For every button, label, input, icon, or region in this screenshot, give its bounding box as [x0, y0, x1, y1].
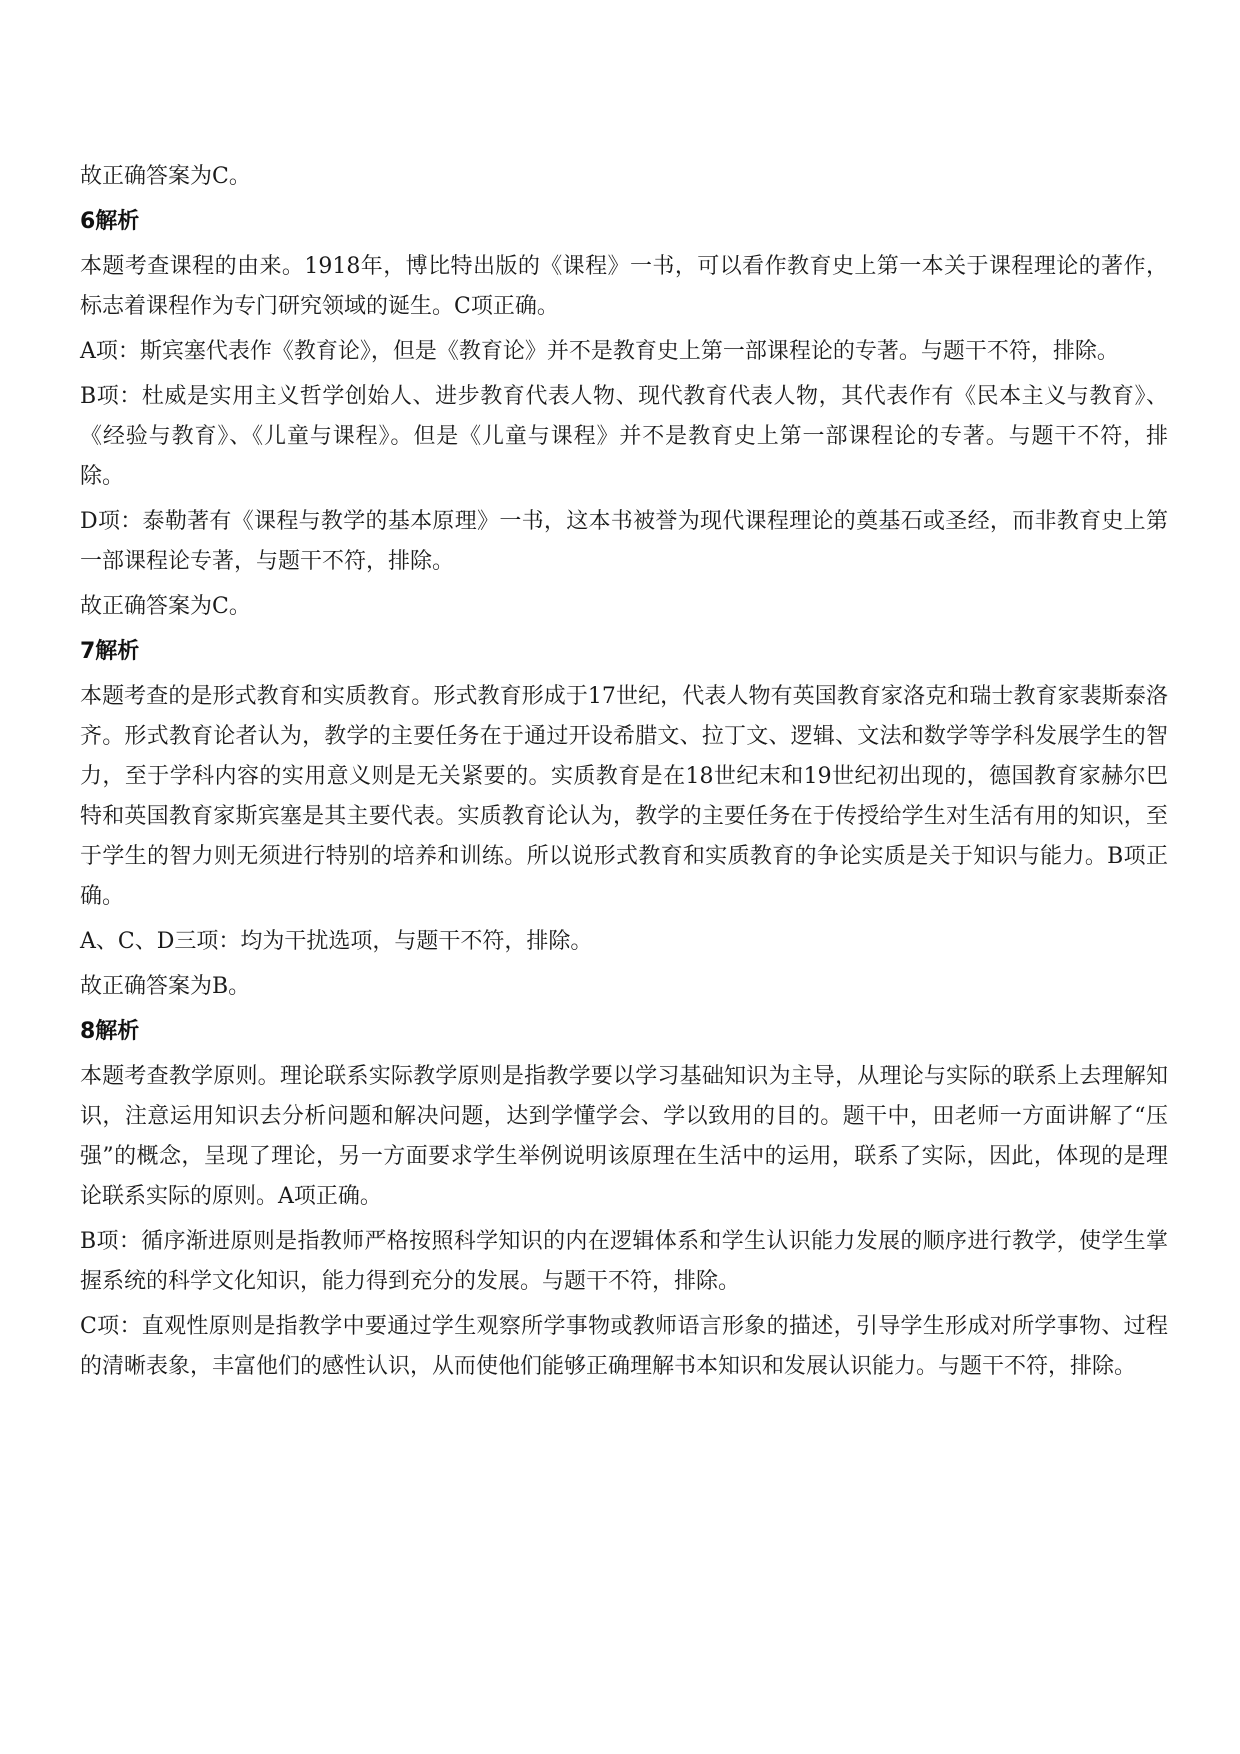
- option-b-paragraph: B项：杜威是实用主义哲学创始人、进步教育代表人物、现代教育代表人物，其代表作有《民本主义与教育》、《经验与教育》、《儿童与课程》。但是《儿童与课程》并不是教育史上第一部课程论的专著。与题干不符，排除。: [80, 384, 1168, 489]
- explanation-paragraph: 本题考查课程的由来。1918年，博比特出版的《课程》一书，可以看作教育史上第一本关于课程理论的著作，标志着课程作为专门研究领域的诞生。C项正确。: [80, 254, 1168, 319]
- answer-line: 故正确答案为B。: [80, 974, 251, 999]
- section-heading-8: 8解析: [80, 1019, 140, 1044]
- option-a-paragraph: A项：斯宾塞代表作《教育论》，但是《教育论》并不是教育史上第一部课程论的专著。与题干不符，排除。: [80, 339, 1119, 364]
- document-page: [80, 157, 1168, 1392]
- section-heading-6: 6解析: [80, 209, 140, 234]
- explanation-paragraph: 本题考查教学原则。理论联系实际教学原则是指教学要以学习基础知识为主导，从理论与实际的联系上去理解知识，注意运用知识去分析问题和解决问题，达到学懂学会、学以致用的目的。题干中，田老师一方面讲解了“压强”的概念，呈现了理论，另一方面要求学生举例说明该原理在生活中的运用，联系了实际，因此，体现的是理论联系实际的原则。A项正确。: [80, 1064, 1168, 1209]
- answer-line: 故正确答案为C。: [80, 164, 251, 189]
- option-b-paragraph: B项：循序渐进原则是指教师严格按照科学知识的内在逻辑体系和学生认识能力发展的顺序进行教学，使学生掌握系统的科学文化知识，能力得到充分的发展。与题干不符，排除。: [80, 1229, 1168, 1294]
- answer-line: 故正确答案为C。: [80, 594, 251, 619]
- option-acd-paragraph: A、C、D三项：均为干扰选项，与题干不符，排除。: [80, 929, 593, 954]
- option-c-paragraph: C项：直观性原则是指教学中要通过学生观察所学事物或教师语言形象的描述，引导学生形成对所学事物、过程的清晰表象，丰富他们的感性认识，从而使他们能够正确理解书本知识和发展认识能力。与题干不符，排除。: [80, 1314, 1168, 1379]
- explanation-paragraph: 本题考查的是形式教育和实质教育。形式教育形成于17世纪，代表人物有英国教育家洛克和瑞士教育家裴斯泰洛齐。形式教育论者认为，教学的主要任务在于通过开设希腊文、拉丁文、逻辑、文法和数学等学科发展学生的智力，至于学科内容的实用意义则是无关紧要的。实质教育是在18世纪末和19世纪初出现的，德国教育家赫尔巴特和英国教育家斯宾塞是其主要代表。实质教育论认为，教学的主要任务在于传授给学生对生活有用的知识，至于学生的智力则无须进行特别的培养和训练。所以说形式教育和实质教育的争论实质是关于知识与能力。B项正确。: [80, 684, 1168, 909]
- option-d-paragraph: D项：泰勒著有《课程与教学的基本原理》一书，这本书被誉为现代课程理论的奠基石或圣经，而非教育史上第一部课程论专著，与题干不符，排除。: [80, 509, 1168, 574]
- section-heading-7: 7解析: [80, 639, 140, 664]
